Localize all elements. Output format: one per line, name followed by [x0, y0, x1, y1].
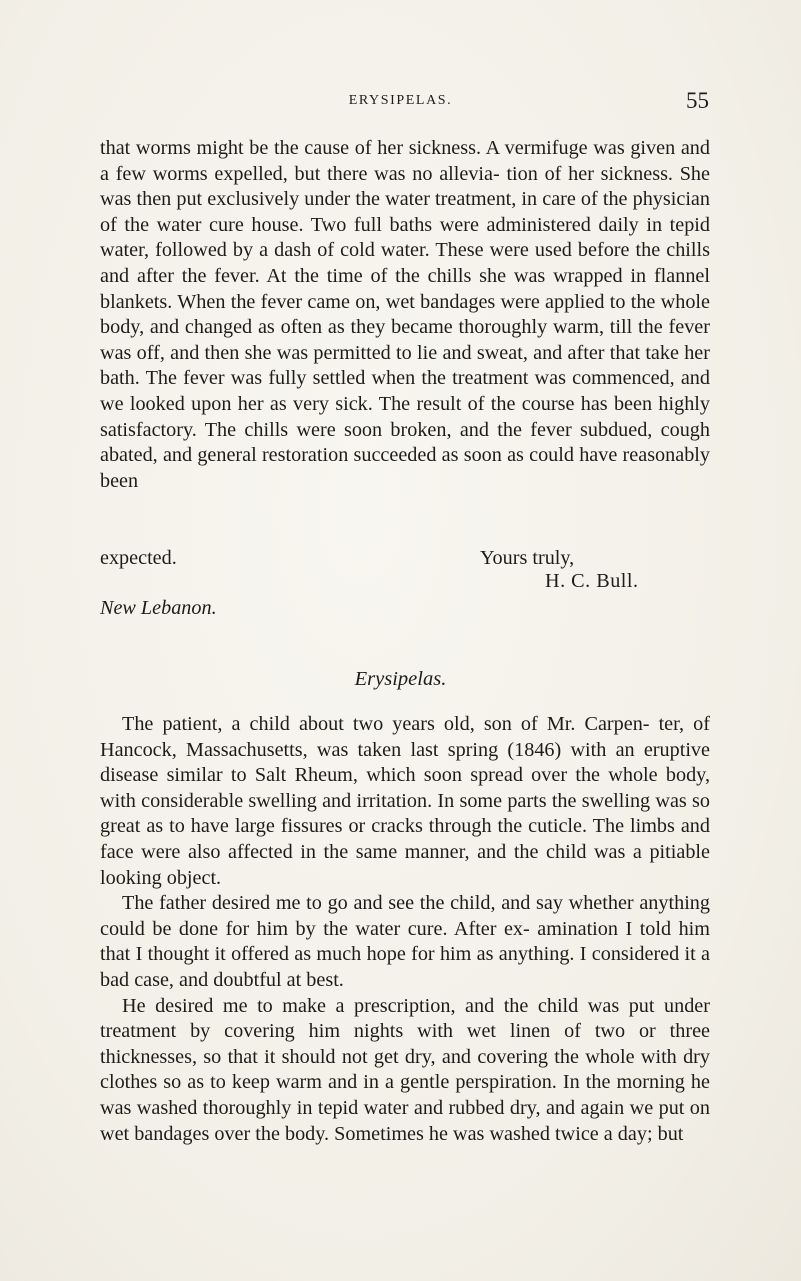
section-paragraph: He desired me to make a prescription, and the child was put under treatment by covering him nights with wet linen of two or three thicknesses, so that it should not get dry, and covering the whole with dry clothes so as to keep warm and in a gentle perspiration. In the morning he was washed thoroughly in tepid water and rubbed dry, and again we put on wet bandages over the body. Sometimes he was washed twice a day; but [100, 994, 710, 1145]
section-title: Erysipelas. [354, 668, 447, 690]
section-paragraph: The father desired me to go and see the child, and say whether anything could be done for him by the water cure. After ex- amination I told him that I thought it offered as much hope for him as anything. I considered it a bad case, and doubtful at best. [100, 892, 710, 991]
running-head [0, 88, 801, 116]
letter-signature: H. C. Bull. [545, 570, 639, 592]
section-body [100, 712, 710, 1147]
letter-signoff [100, 546, 710, 626]
letter-last-word: expected. [100, 547, 177, 569]
letter-closing: Yours truly, [480, 547, 575, 569]
letter-paragraph: that worms might be the cause of her sickness. A vermifuge was given and a few worms expelled, but there was no allevia- tion of her sickness. She was then put exclusively under the water treatment, in care of the physician of the water cure house. Two full baths were administered daily in tepid water, followed by a dash of cold water. These were used before the chills and after the fever. At the time of the chills she was wrapped in flannel blankets. When the fever came on, wet bandages were applied to the whole body, and changed as often as they became thoroughly warm, till the fever was off, and then she was permitted to lie and sweat, and after that take her bath. The fever was fully settled when the treatment was commenced, and we looked upon her as very sick. The result of the course has been highly satisfactory. The chills were soon broken, and the fever subdued, cough abated, and general restoration succeeded as soon as could have reasonably been [100, 137, 710, 492]
running-title: ERYSIPELAS. [348, 93, 453, 108]
letter-place: New Lebanon. [100, 597, 217, 619]
letter-body [100, 136, 710, 494]
page-number: 55 [686, 88, 709, 113]
section-paragraph: The patient, a child about two years old, son of Mr. Carpen- ter, of Hancock, Massachusetts, was taken last spring (1846) with an eruptive disease similar to Salt Rheum, which soon spread over the whole body, with considerable swelling and irritation. In some parts the swelling was so great as to have large fissures or cracks through the cuticle. The limbs and face were also affected in the same manner, and the child was a pitiable looking object. [100, 713, 710, 889]
